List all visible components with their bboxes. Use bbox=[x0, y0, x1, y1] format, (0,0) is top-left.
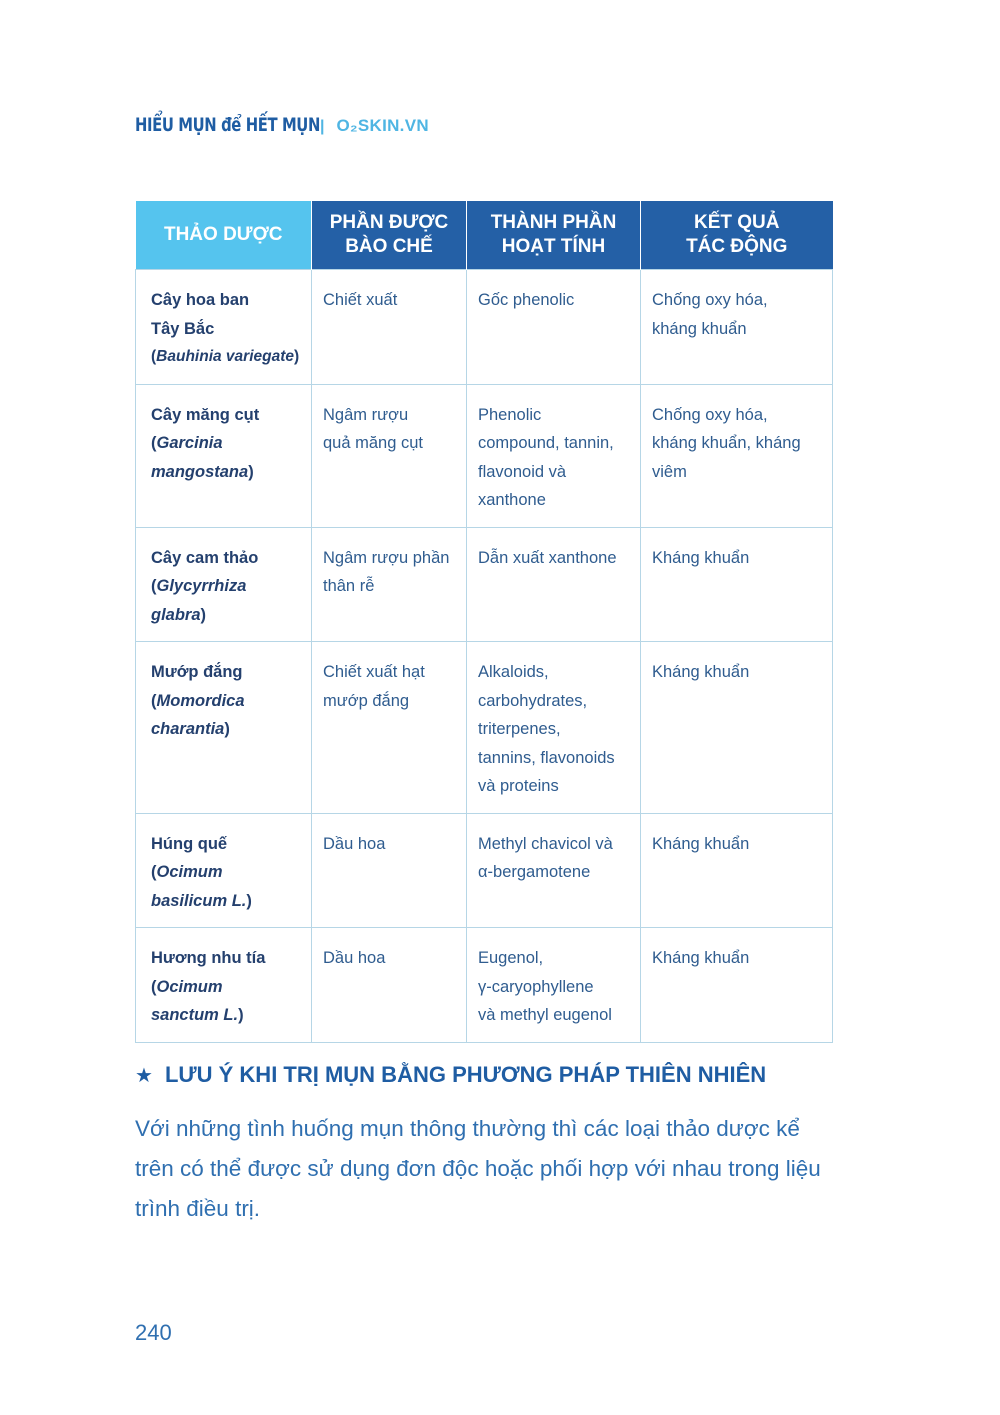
scientific-text: Momordica bbox=[156, 691, 245, 710]
scientific-text: charantia bbox=[151, 720, 225, 738]
part-cell bbox=[312, 642, 467, 814]
herb-scientific-name bbox=[151, 458, 303, 487]
part-cell bbox=[312, 270, 467, 385]
part-cell-line: thân rễ bbox=[323, 577, 375, 595]
herb-cell bbox=[136, 813, 312, 928]
active-ingredient-cell bbox=[467, 813, 641, 928]
active-ingredient-cell-line: Eugenol, bbox=[478, 949, 544, 967]
paren-open: ( bbox=[151, 434, 157, 452]
part-cell bbox=[312, 384, 467, 527]
column-header-active: THÀNH PHẦN HOẠT TÍNH bbox=[467, 201, 641, 270]
scientific-text: Ocimum bbox=[156, 863, 223, 881]
scientific-text: sanctum L. bbox=[151, 1006, 239, 1024]
column-header-part: PHẦN ĐƯỢC BÀO CHẾ bbox=[312, 201, 467, 270]
active-ingredient-cell bbox=[467, 928, 641, 1043]
active-ingredient-cell-line: triterpenes, bbox=[478, 720, 561, 738]
page-number: 240 bbox=[135, 1320, 172, 1345]
active-ingredient-cell-line: carbohydrates, bbox=[478, 691, 588, 710]
paren-close: ) bbox=[238, 1006, 244, 1024]
herb-scientific-name bbox=[151, 858, 303, 887]
herb-scientific-name bbox=[151, 715, 303, 744]
table-body bbox=[136, 270, 833, 1043]
table-row bbox=[136, 642, 833, 814]
effect-cell-line: viêm bbox=[652, 462, 687, 481]
part-cell-line: Ngâm rượu bbox=[323, 405, 409, 424]
herb-cell bbox=[136, 642, 312, 814]
herb-name-line: Húng quế bbox=[151, 834, 228, 853]
note-paragraph: Với những tình huống mụn thông thường thì các loại thảo dược kể trên có thể được sử dụng đơn độc hoặc phối hợp với nhau trong liệu trình điều trị. bbox=[135, 1116, 821, 1221]
effect-cell-line: kháng khuẩn, kháng bbox=[652, 434, 801, 452]
active-ingredient-cell-line: flavonoid và bbox=[478, 462, 567, 481]
part-cell-line: Ngâm rượu phần bbox=[323, 548, 450, 567]
part-cell-line: mướp đắng bbox=[323, 691, 410, 710]
paren-open: ( bbox=[151, 348, 157, 365]
paren-close: ) bbox=[200, 605, 207, 624]
scientific-text: Garcinia bbox=[156, 434, 223, 452]
part-cell-line: Dầu hoa bbox=[323, 949, 386, 967]
herb-name-line: Cây măng cụt bbox=[151, 405, 260, 424]
effect-cell bbox=[641, 527, 833, 642]
paren-close: ) bbox=[294, 348, 300, 365]
paren-close: ) bbox=[246, 891, 252, 910]
paren-close: ) bbox=[224, 720, 230, 738]
herb-name-line: Hương nhu tía bbox=[151, 949, 266, 967]
herb-name-line: Cây hoa ban bbox=[151, 291, 250, 309]
active-ingredient-cell-line: Phenolic bbox=[478, 405, 542, 424]
herb-cell bbox=[136, 384, 312, 527]
active-ingredient-cell-line: Dẫn xuất xanthone bbox=[478, 548, 617, 567]
herb-scientific-name bbox=[151, 887, 303, 916]
herb-scientific-name bbox=[151, 601, 303, 630]
active-ingredient-cell bbox=[467, 384, 641, 527]
effect-cell-line: Kháng khuẩn bbox=[652, 949, 750, 967]
effect-cell-line: Chống oxy hóa, bbox=[652, 291, 768, 309]
note-title-text: LƯU Ý KHI TRỊ MỤN BẰNG PHƯƠNG PHÁP THIÊN NHIÊN bbox=[164, 1062, 767, 1087]
herb-cell bbox=[136, 527, 312, 642]
part-cell bbox=[312, 527, 467, 642]
column-header-herb: THẢO DƯỢC bbox=[136, 201, 312, 270]
active-ingredient-cell-line: Methyl chavicol và bbox=[478, 834, 613, 853]
scientific-text: glabra bbox=[151, 605, 201, 624]
active-ingredient-cell bbox=[467, 270, 641, 385]
effect-cell-line: Kháng khuẩn bbox=[652, 663, 750, 681]
active-ingredient-cell-line: Gốc phenolic bbox=[478, 291, 575, 309]
herb-scientific-name bbox=[151, 1001, 303, 1030]
scientific-text: basilicum L. bbox=[151, 891, 247, 910]
scientific-text: mangostana bbox=[151, 462, 249, 481]
active-ingredient-cell-line: và methyl eugenol bbox=[478, 1006, 612, 1024]
effect-cell bbox=[641, 642, 833, 814]
table-header-row bbox=[136, 201, 833, 270]
star-icon: ★ bbox=[135, 1064, 153, 1087]
herb-scientific-name bbox=[151, 973, 303, 1002]
table-row bbox=[136, 527, 833, 642]
paren-open: ( bbox=[151, 577, 157, 595]
part-cell-line: Chiết xuất bbox=[323, 291, 398, 309]
herb-name-line: Cây cam thảo bbox=[151, 548, 259, 567]
herb-table bbox=[135, 201, 833, 1043]
table-row bbox=[136, 384, 833, 527]
effect-cell bbox=[641, 813, 833, 928]
active-ingredient-cell-line: xanthone bbox=[478, 491, 546, 509]
effect-cell-line: Kháng khuẩn bbox=[652, 834, 750, 853]
herb-name-line: Mướp đắng bbox=[151, 663, 243, 681]
active-ingredient-cell-line: α-bergamotene bbox=[478, 863, 591, 881]
site-name: O₂SKIN.VN bbox=[336, 116, 429, 135]
herb-scientific-name bbox=[151, 343, 303, 372]
effect-cell bbox=[641, 928, 833, 1043]
active-ingredient-cell-line: γ-caryophyllene bbox=[478, 977, 594, 996]
herb-cell bbox=[136, 270, 312, 385]
herb-cell bbox=[136, 928, 312, 1043]
table-row bbox=[136, 270, 833, 385]
herb-name-line: Tây Bắc bbox=[151, 319, 215, 338]
active-ingredient-cell-line: Alkaloids, bbox=[478, 663, 549, 681]
active-ingredient-cell-line: compound, tannin, bbox=[478, 434, 614, 452]
column-header-effect: KẾT QUẢ TÁC ĐỘNG bbox=[641, 201, 833, 270]
running-header bbox=[135, 114, 429, 136]
effect-cell bbox=[641, 270, 833, 385]
effect-cell-line: kháng khuẩn bbox=[652, 319, 747, 338]
header-separator: | bbox=[320, 118, 325, 135]
active-ingredient-cell-line: và proteins bbox=[478, 777, 559, 795]
herb-scientific-name bbox=[151, 687, 303, 716]
table-row bbox=[136, 813, 833, 928]
table-row bbox=[136, 928, 833, 1043]
part-cell-line: Chiết xuất hạt bbox=[323, 663, 425, 681]
paren-open: ( bbox=[151, 977, 157, 996]
herb-scientific-name bbox=[151, 572, 303, 601]
scientific-text: Ocimum bbox=[156, 977, 223, 996]
effect-cell bbox=[641, 384, 833, 527]
part-cell bbox=[312, 928, 467, 1043]
herb-scientific-name bbox=[151, 429, 303, 458]
paren-close: ) bbox=[248, 462, 254, 481]
part-cell-line: Dầu hoa bbox=[323, 834, 386, 853]
active-ingredient-cell-line: tannins, flavonoids bbox=[478, 748, 615, 767]
scientific-text: Bauhinia variegate bbox=[156, 348, 294, 365]
effect-cell-line: Chống oxy hóa, bbox=[652, 405, 768, 424]
effect-cell-line: Kháng khuẩn bbox=[652, 548, 750, 567]
active-ingredient-cell bbox=[467, 527, 641, 642]
scientific-text: Glycyrrhiza bbox=[156, 577, 247, 595]
part-cell-line: quả măng cụt bbox=[323, 434, 423, 452]
active-ingredient-cell bbox=[467, 642, 641, 814]
paren-open: ( bbox=[151, 863, 157, 881]
note-heading bbox=[135, 1062, 766, 1088]
part-cell bbox=[312, 813, 467, 928]
book-title: HIỂU MỤN để HẾT MỤN bbox=[135, 114, 320, 136]
paren-open: ( bbox=[151, 691, 157, 710]
